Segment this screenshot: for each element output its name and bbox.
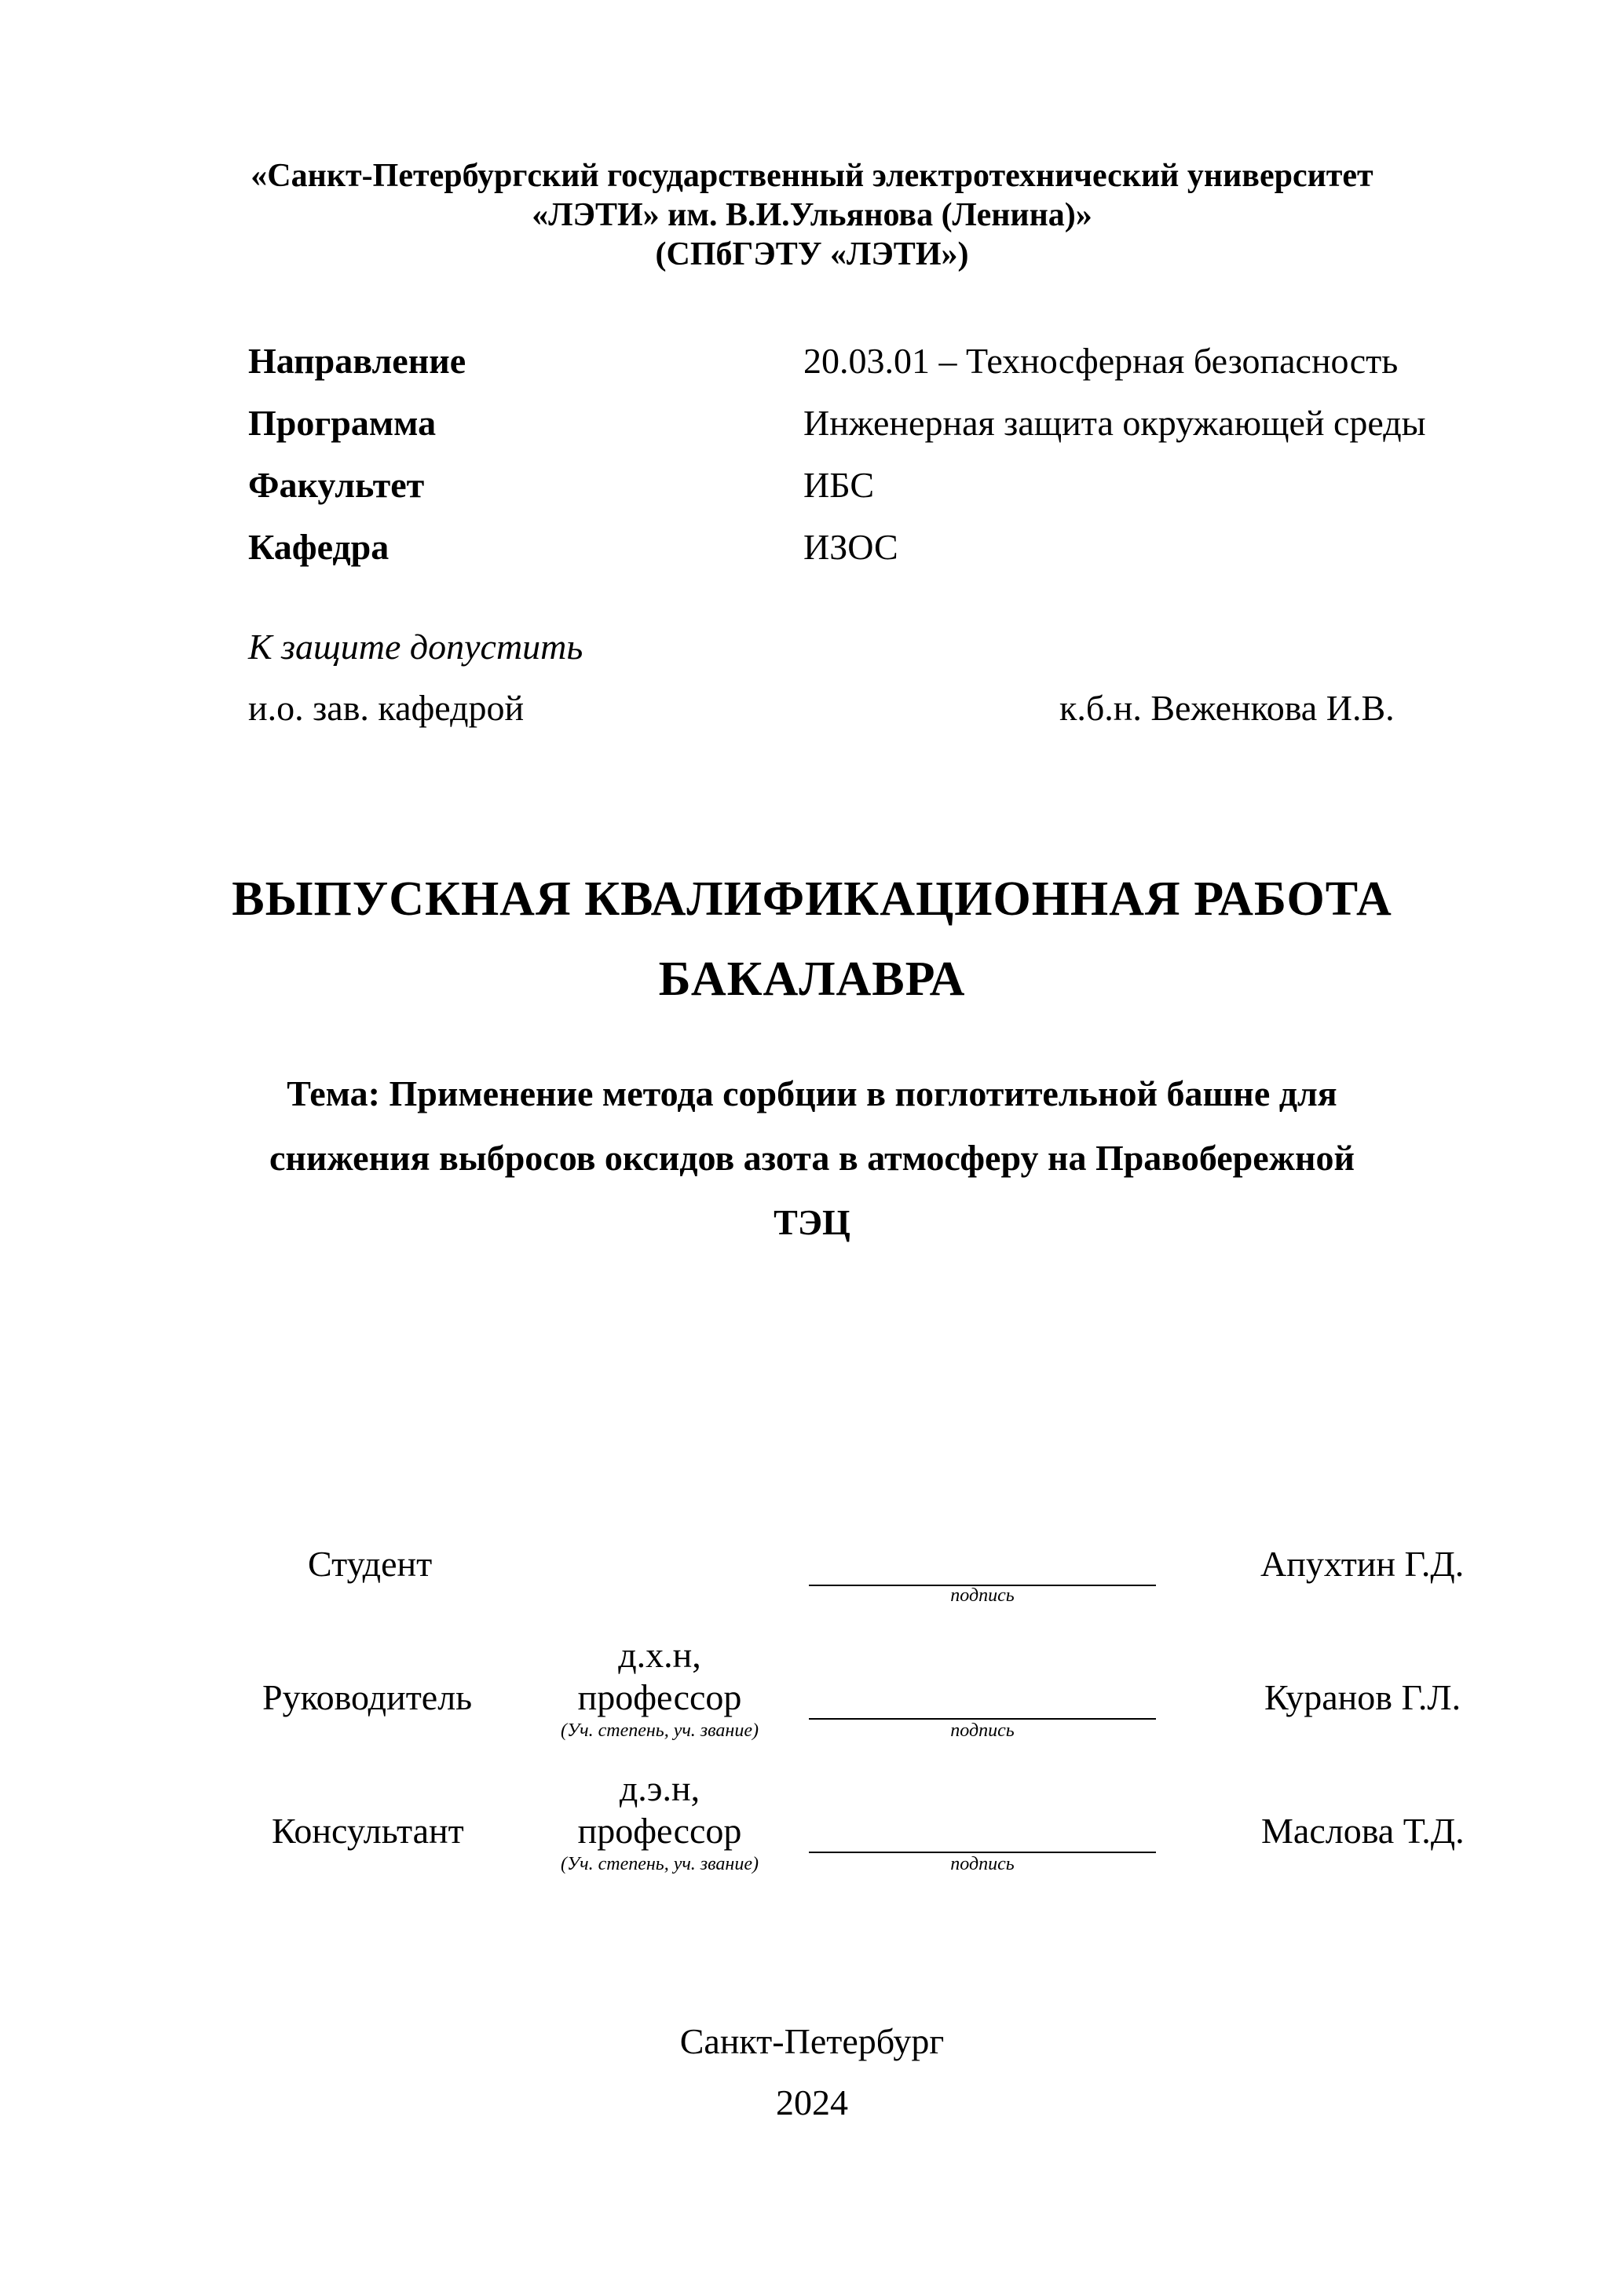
year: 2024 [776,2082,848,2122]
direction-value: 20.03.01 – Техносферная безопасность [803,341,1399,381]
consultant-role: Консультант [272,1811,464,1851]
program-label: Программа [248,403,437,443]
admission-heading: К защите допустить [248,627,583,667]
supervisor-degree: д.х.н, [618,1635,701,1675]
consultant-name: Маслова Т.Д. [1261,1811,1465,1851]
student-name: Апухтин Г.Д. [1260,1544,1465,1584]
direction-label: Направление [248,341,466,381]
department-label: Кафедра [248,527,390,567]
work-title-line1: ВЫПУСКНАЯ КВАЛИФИКАЦИОННАЯ РАБОТА [232,872,1392,926]
supervisor-signature-caption: подпись [950,1720,1015,1741]
consultant-degree: д.э.н, [619,1768,700,1808]
university-name-line2: «ЛЭТИ» им. В.И.Ульянова (Ленина)» [532,197,1092,233]
university-abbreviation: (СПбГЭТУ «ЛЭТИ») [655,236,969,272]
supervisor-title: профессор [577,1677,742,1717]
student-role: Студент [308,1544,433,1584]
student-signature-caption: подпись [950,1585,1015,1606]
department-value: ИЗОС [803,527,898,567]
supervisor-role: Руководитель [262,1677,473,1717]
university-name-line1: «Санкт-Петербургский государственный электротехнический университет [251,158,1373,194]
consultant-signature-caption: подпись [950,1854,1015,1874]
supervisor-degree-caption: (Уч. степень, уч. звание) [561,1720,759,1741]
city: Санкт-Петербург [679,2021,945,2061]
work-title-line2: БАКАЛАВРА [658,952,966,1006]
theme-line1: Тема: Применение метода сорбции в поглотительной башне для [287,1073,1337,1113]
program-value: Инженерная защита окружающей среды [803,403,1426,443]
consultant-title: профессор [577,1811,742,1851]
consultant-degree-caption: (Уч. степень, уч. звание) [561,1854,759,1874]
theme-line3: ТЭЦ [774,1202,850,1242]
faculty-label: Факультет [248,465,425,505]
supervisor-name: Куранов Г.Л. [1264,1677,1461,1717]
theme-line2: снижения выбросов оксидов азота в атмосферу на Правобережной [269,1138,1355,1178]
admission-person: к.б.н. Веженкова И.В. [1059,688,1395,728]
admission-position: и.о. зав. кафедрой [248,688,525,728]
faculty-value: ИБС [803,465,875,505]
